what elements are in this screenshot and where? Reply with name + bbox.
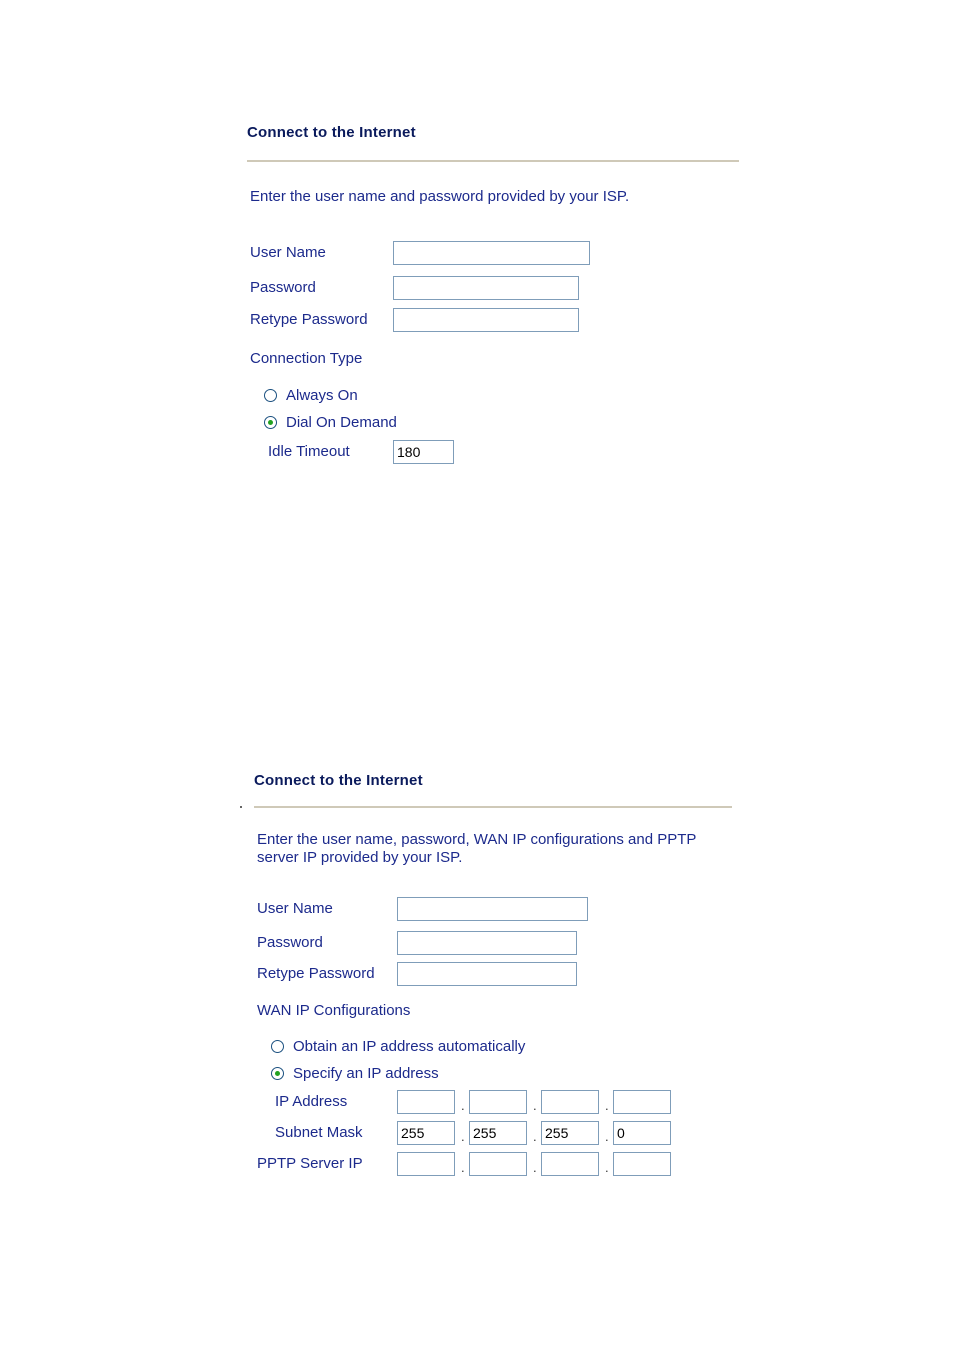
pptp-server-octet-4[interactable]: [613, 1152, 671, 1176]
panel2-divider: [254, 806, 732, 808]
octet-separator: .: [461, 1160, 465, 1175]
panel1-divider: [247, 160, 739, 162]
octet-separator: .: [533, 1160, 537, 1175]
panel1-user-name-label: User Name: [250, 244, 326, 261]
panel1-retype-password-input[interactable]: [393, 308, 579, 332]
obtain-ip-auto-label[interactable]: Obtain an IP address automatically: [293, 1038, 526, 1055]
panel1-connection-type-label: Connection Type: [250, 350, 363, 367]
specify-ip-label[interactable]: Specify an IP address: [293, 1065, 439, 1082]
radio-selected-dot: [268, 420, 273, 425]
panel1-user-name-input[interactable]: [393, 241, 590, 265]
ip-address-octet-2[interactable]: [469, 1090, 527, 1114]
pptp-server-octet-3[interactable]: [541, 1152, 599, 1176]
octet-separator: .: [533, 1098, 537, 1113]
panel2-password-label: Password: [257, 934, 323, 951]
panel2-user-name-input[interactable]: [397, 897, 588, 921]
dial-on-demand-label[interactable]: Dial On Demand: [286, 414, 397, 431]
panel2-intro-line1: Enter the user name, password, WAN IP configurations and PPTP: [257, 831, 697, 848]
panel1-title: Connect to the Internet: [247, 124, 416, 141]
radio-selected-dot: [275, 1071, 280, 1076]
dial-on-demand-radio[interactable]: [264, 416, 277, 429]
panel2-intro-line2: server IP provided by your ISP.: [257, 849, 463, 866]
octet-separator: .: [605, 1160, 609, 1175]
octet-separator: .: [605, 1098, 609, 1113]
panel2-retype-password-input[interactable]: [397, 962, 577, 986]
pptp-server-octet-2[interactable]: [469, 1152, 527, 1176]
pptp-server-octet-1[interactable]: [397, 1152, 455, 1176]
octet-separator: .: [533, 1129, 537, 1144]
ip-address-label: IP Address: [275, 1093, 348, 1110]
ip-address-octet-4[interactable]: [613, 1090, 671, 1114]
stray-dot: [240, 806, 242, 808]
panel2-password-input[interactable]: [397, 931, 577, 955]
pptp-server-ip-label: PPTP Server IP: [257, 1155, 363, 1172]
subnet-mask-octet-1[interactable]: [397, 1121, 455, 1145]
panel2-title: Connect to the Internet: [254, 772, 423, 789]
panel2-retype-password-label: Retype Password: [257, 965, 375, 982]
panel1-intro: Enter the user name and password provided by your ISP.: [250, 188, 630, 205]
specify-ip-radio[interactable]: [271, 1067, 284, 1080]
octet-separator: .: [461, 1098, 465, 1113]
wan-ip-configurations-label: WAN IP Configurations: [257, 1002, 411, 1019]
subnet-mask-label: Subnet Mask: [275, 1124, 363, 1141]
ip-address-octet-1[interactable]: [397, 1090, 455, 1114]
panel1-password-input[interactable]: [393, 276, 579, 300]
idle-timeout-input[interactable]: [393, 440, 454, 464]
octet-separator: .: [605, 1129, 609, 1144]
subnet-mask-octet-4[interactable]: [613, 1121, 671, 1145]
subnet-mask-octet-2[interactable]: [469, 1121, 527, 1145]
panel1-password-label: Password: [250, 279, 316, 296]
obtain-ip-auto-radio[interactable]: [271, 1040, 284, 1053]
always-on-radio[interactable]: [264, 389, 277, 402]
panel1-retype-password-label: Retype Password: [250, 311, 368, 328]
idle-timeout-label: Idle Timeout: [268, 443, 350, 460]
ip-address-octet-3[interactable]: [541, 1090, 599, 1114]
subnet-mask-octet-3[interactable]: [541, 1121, 599, 1145]
panel2-user-name-label: User Name: [257, 900, 333, 917]
octet-separator: .: [461, 1129, 465, 1144]
always-on-label[interactable]: Always On: [286, 387, 358, 404]
